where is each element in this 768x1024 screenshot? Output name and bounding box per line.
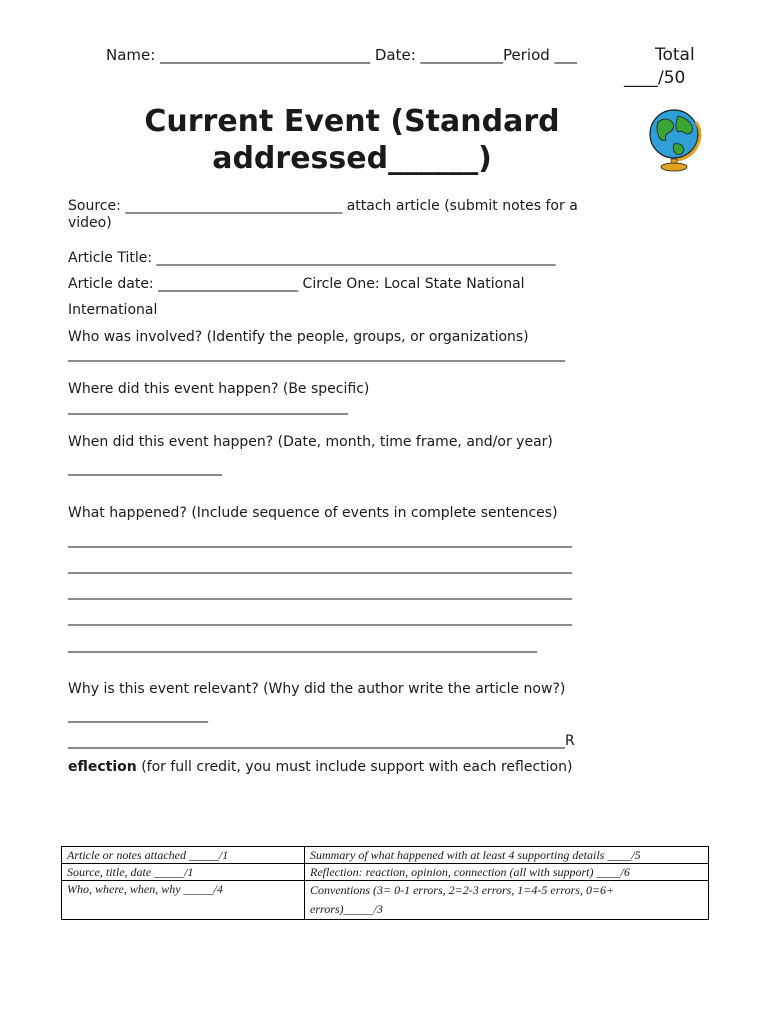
rubric-summary: Summary of what happened with at least 4 supporting details ____/5 (305, 847, 709, 864)
what-question: What happened? (Include sequence of events in complete sentences) (68, 505, 558, 521)
globe-icon (644, 106, 706, 172)
what-answer-line[interactable]: ________________________________________________________________________ (68, 558, 572, 574)
rubric-row (62, 847, 709, 864)
where-answer-line[interactable]: ________________________________________ (68, 399, 348, 415)
what-answer-line[interactable]: ________________________________________________________________________ (68, 532, 572, 548)
rubric-row (62, 881, 709, 920)
rubric-conventions (305, 881, 709, 920)
reflection-note: (for full credit, you must include support with each reflection) (136, 759, 573, 775)
when-question: When did this event happen? (Date, month, time frame, and/or year) (68, 434, 553, 450)
reflection-label: eflection (68, 759, 137, 775)
source-field-cont: video) (68, 215, 112, 231)
where-question: Where did this event happen? (Be specific) (68, 381, 370, 397)
page-title-line1: Current Event (Standard (144, 104, 560, 139)
what-answer-line[interactable]: ________________________________________________________________________ (68, 584, 572, 600)
why-answer-line[interactable]: _______________________________________________________________________R (68, 733, 575, 749)
why-question: Why is this event relevant? (Why did the author write the article now?) (68, 681, 566, 697)
when-answer-line[interactable]: ______________________ (68, 460, 222, 476)
source-field[interactable]: Source: _______________________________ attach article (submit notes for a (68, 198, 578, 214)
circle-option-international[interactable]: International (68, 302, 158, 318)
rubric-source-title-date: Source, title, date _____/1 (62, 864, 305, 881)
total-score-line[interactable]: ____/50 (624, 68, 686, 88)
rubric-who-where-when-why: Who, where, when, why _____/4 (62, 881, 305, 920)
article-date-field[interactable]: Article date: ____________________ Circle One: Local State National (68, 276, 525, 292)
page-title-line2: addressed______) (212, 141, 492, 176)
what-answer-line[interactable]: ___________________________________________________________________ (68, 637, 537, 653)
rubric-conventions-line1: Conventions (3= 0-1 errors, 2=2-3 errors, 1=4-5 errors, 0=6+ (310, 883, 615, 897)
name-date-period-line[interactable]: Name: ____________________________ Date: ___________Period ___ (106, 46, 578, 64)
who-answer-line[interactable]: _______________________________________________________________________ (68, 346, 565, 362)
total-label: Total (655, 45, 695, 65)
rubric-reflection: Reflection: reaction, opinion, connection (all with support) ____/6 (305, 864, 709, 881)
grading-rubric (61, 846, 709, 920)
rubric-row (62, 864, 709, 881)
why-answer-line[interactable]: ____________________ (68, 707, 208, 723)
who-question: Who was involved? (Identify the people, groups, or organizations) (68, 329, 529, 345)
reflection-instructions (68, 759, 572, 775)
what-answer-line[interactable]: ________________________________________________________________________ (68, 610, 572, 626)
rubric-article-attached: Article or notes attached _____/1 (62, 847, 305, 864)
rubric-conventions-line2: errors)_____/3 (310, 902, 383, 916)
article-title-field[interactable]: Article Title: _________________________________________________________ (68, 250, 556, 266)
